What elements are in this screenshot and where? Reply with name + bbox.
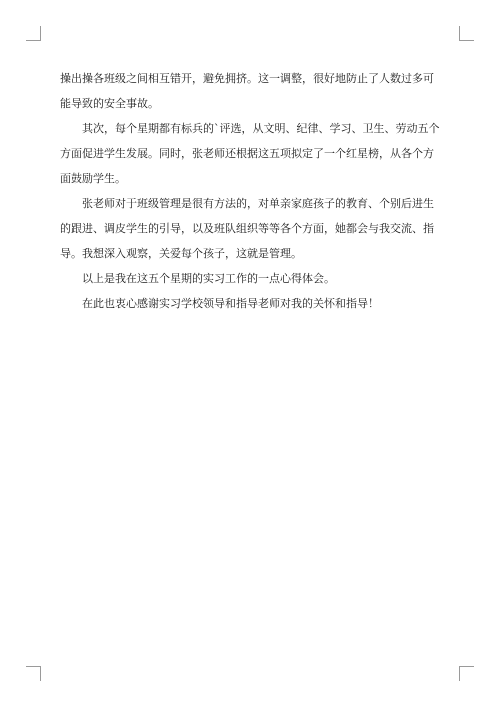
paragraph-2: 其次，每个星期都有标兵的`评选，从文明、纪律、学习、卫生、劳动五个方面促进学生发展。同时，张老师还根据这五项拟定了一个红星榜，从各个方面鼓励学生。 [60,122,440,185]
crop-mark-top-right [459,26,474,41]
paragraph-1: 操出操各班级之间相互错开，避免拥挤。这一调整，很好地防止了人数过多可能导致的安全事故。 [60,72,434,110]
document-body [60,66,442,316]
crop-mark-bottom-left [26,666,41,681]
paragraph-4: 以上是我在这五个星期的实习工作的一点心得体会。 [82,272,335,285]
paragraph-5: 在此也衷心感谢实习学校领导和指导老师对我的关怀和指导！ [82,297,379,310]
crop-mark-top-left [26,26,41,41]
paragraph-3: 张老师对于班级管理是很有方法的，对单亲家庭孩子的教育、个别后进生的跟进、调皮学生的引导，以及班队组织等等各个方面，她都会与我交流、指导。我想深入观察，关爱每个孩子，这就是管理。 [60,197,434,260]
crop-mark-bottom-right [459,666,474,681]
